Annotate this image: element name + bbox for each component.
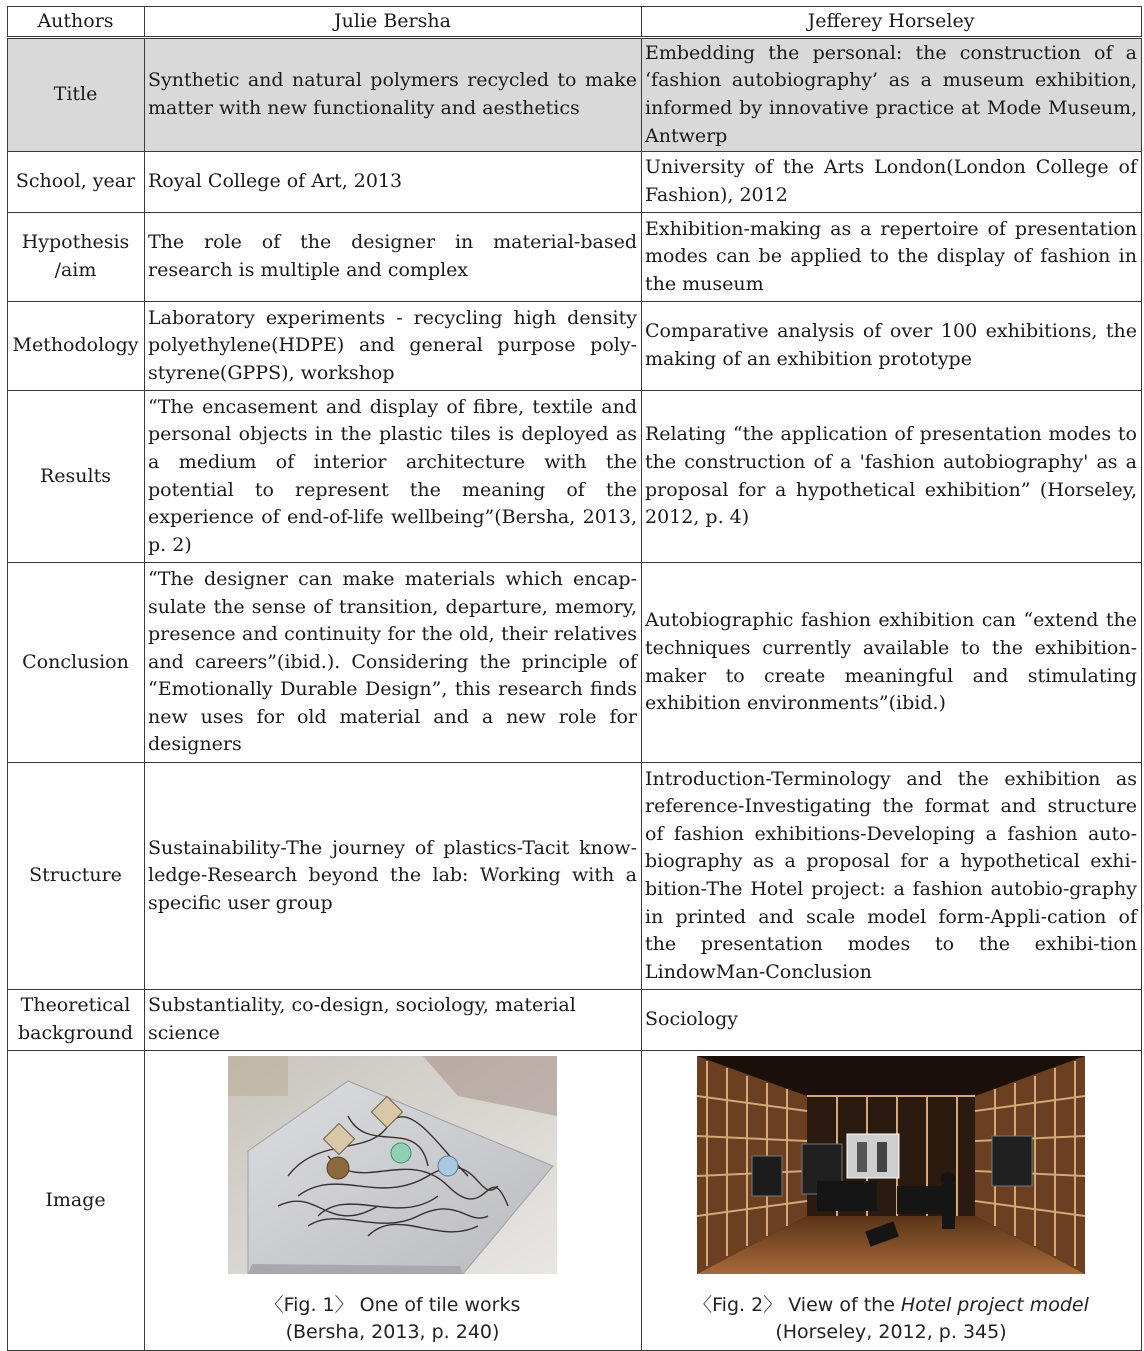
cell-horseley: Exhibition-making as a repertoire of presentation modes can be applied to the display of fashion in the museum (642, 213, 1142, 302)
caption-source: (Horseley, 2012, p. 345) (775, 1320, 1007, 1343)
cell-bersha: Sustainability-The journey of plastics-Tacit know-ledge-Research beyond the lab: Working with a specific user group (145, 763, 642, 990)
row-label: Conclusion (8, 563, 145, 763)
row-label: Hypothesis /aim (8, 213, 145, 302)
cell-horseley: Embedding the personal: the construction of a ‘fashion autobiography’ as a museum exhibition, informed by innovative practice at Mode Museum, Antwerp (642, 38, 1142, 152)
tile-with-fibres-photo (228, 1056, 557, 1274)
row-title (8, 38, 1142, 152)
caption-line (645, 1292, 1137, 1319)
hotel-model-photo (697, 1056, 1085, 1274)
cell-horseley: Sociology (642, 990, 1142, 1051)
row-hypothesis (8, 213, 1142, 302)
cell-bersha: Synthetic and natural polymers recycled to make matter with new functionality and aesthetics (145, 38, 642, 152)
cell-horseley-image (642, 1051, 1142, 1351)
header-row (8, 7, 1142, 38)
row-label: Structure (8, 763, 145, 990)
cell-bersha: Substantiality, co-design, sociology, material science (145, 990, 642, 1051)
header-author-1: Julie Bersha (145, 7, 642, 38)
header-authors: Authors (8, 7, 145, 38)
figure-1-caption (148, 1292, 637, 1346)
row-structure (8, 763, 1142, 990)
row-label: Theoretical background (8, 990, 145, 1051)
row-label: Results (8, 391, 145, 563)
row-label: Title (8, 38, 145, 152)
cell-horseley: Relating “the application of presentation modes to the construction of a 'fashion autobiography' as a proposal for a hypothetical exhibition” (Horseley, 2012, p. 4) (642, 391, 1142, 563)
row-label: Image (8, 1051, 145, 1351)
cell-bersha: Laboratory experiments - recycling high density polyethylene(HDPE) and general purpose poly-styrene(GPPS), workshop (145, 302, 642, 391)
cell-bersha: “The encasement and display of fibre, textile and personal objects in the plastic tiles is deployed as a medium of interior architecture with the potential to represent the meaning of the experience of end-of-life wellbeing”(Bersha, 2013, p. 2) (145, 391, 642, 563)
cell-bersha: The role of the designer in material-based research is multiple and complex (145, 213, 642, 302)
row-image (8, 1051, 1142, 1351)
caption-italic-title: Hotel project model (900, 1293, 1089, 1316)
row-school-year (8, 152, 1142, 213)
row-label: Methodology (8, 302, 145, 391)
cell-horseley: Autobiographic fashion exhibition can “extend the techniques currently available to the exhibition-maker to create meaningful and stimulating exhibition environments”(ibid.) (642, 563, 1142, 763)
caption-prefix: 〈Fig. 2〉 View of the (693, 1293, 901, 1316)
row-label: School, year (8, 152, 145, 213)
cell-bersha: Royal College of Art, 2013 (145, 152, 642, 213)
cell-bersha-image (145, 1051, 642, 1351)
caption-source: (Bersha, 2013, p. 240) (285, 1320, 500, 1343)
row-conclusion (8, 563, 1142, 763)
caption-line: 〈Fig. 1〉 One of tile works (264, 1293, 521, 1316)
cell-horseley: Introduction-Terminology and the exhibition as reference-Investigating the format and structure of fashion exhibitions-Developing a fashion auto-biography as a proposal for a hypothetical exhi-bition-The Hotel project: a fashion autobio-graphy in printed and scale model form-Appli-cation of the presentation modes to the exhibi-tion LindowMan-Conclusion (642, 763, 1142, 990)
cell-horseley: Comparative analysis of over 100 exhibitions, the making of an exhibition prototype (642, 302, 1142, 391)
figure-2-caption (645, 1292, 1137, 1346)
row-results (8, 391, 1142, 563)
row-methodology (8, 302, 1142, 391)
row-theoretical-background (8, 990, 1142, 1051)
header-author-2: Jefferey Horseley (642, 7, 1142, 38)
cell-bersha: “The designer can make materials which encap-sulate the sense of transition, departure, memory, presence and continuity for the old, their relatives and careers”(ibid.). Considering the principle of “Emotionally Durable Design”, this research finds new uses for old material and a new role for designers (145, 563, 642, 763)
cell-horseley: University of the Arts London(London College of Fashion), 2012 (642, 152, 1142, 213)
comparison-table (7, 6, 1142, 1351)
